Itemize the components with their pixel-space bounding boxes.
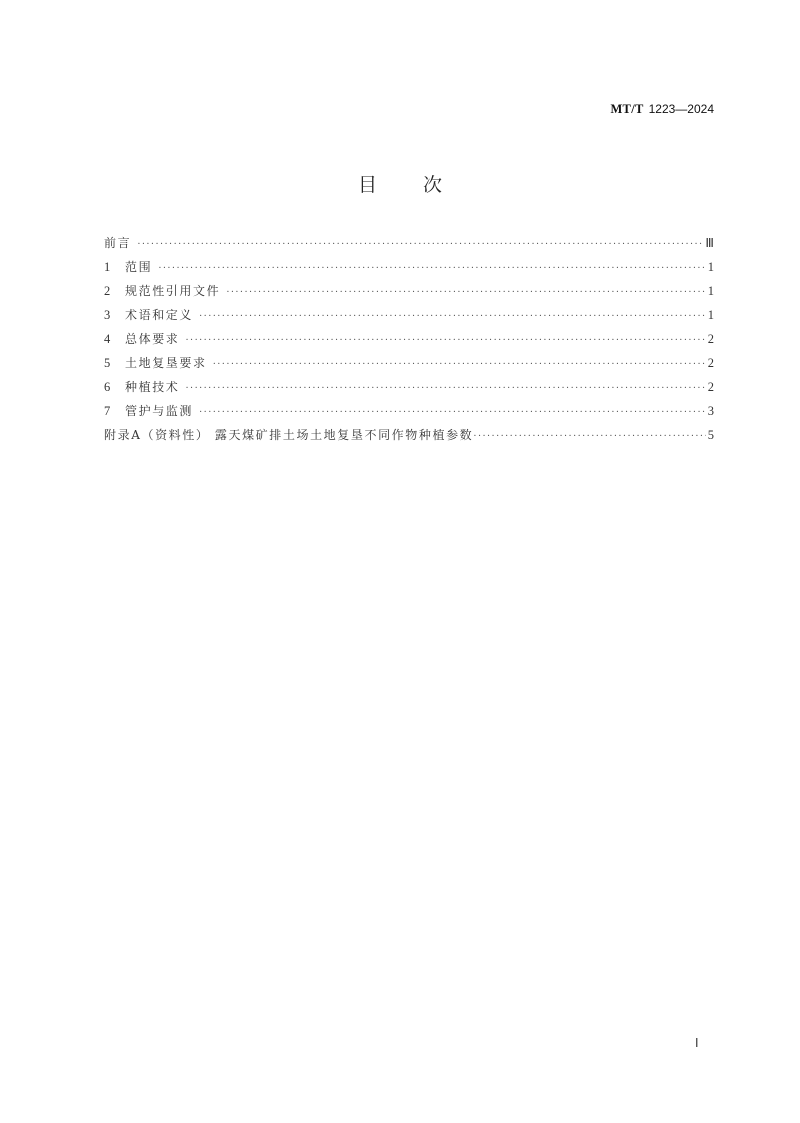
toc-number: 5: [104, 356, 111, 370]
toc-label: 前言: [104, 236, 132, 250]
toc-entry-appendix-a[interactable]: [104, 426, 714, 450]
toc-page: 3: [707, 404, 714, 418]
toc-number: 7: [104, 404, 111, 418]
toc-entry-6[interactable]: [104, 378, 714, 402]
title-char-1: 目: [357, 174, 377, 196]
toc-page: 2: [707, 380, 714, 394]
toc-entry-foreword[interactable]: [104, 234, 714, 258]
page-title: [0, 170, 800, 197]
dot-leader: [199, 311, 706, 322]
toc-page: 1: [707, 308, 714, 322]
toc-number: 3: [104, 308, 111, 322]
dot-leader: [473, 431, 705, 442]
toc-label: 附录A（资料性） 露天煤矿排土场土地复垦不同作物种植参数: [104, 428, 474, 442]
dot-leader: [213, 359, 706, 370]
toc-page: Ⅲ: [705, 236, 714, 250]
toc-number: 4: [104, 332, 111, 346]
dot-leader: [137, 239, 703, 250]
toc-page: 1: [707, 284, 714, 298]
dot-leader: [185, 335, 705, 346]
toc-entry-3[interactable]: [104, 306, 714, 330]
title-char-2: 次: [423, 174, 443, 196]
toc-label: 种植技术: [125, 380, 180, 394]
dot-leader: [199, 407, 706, 418]
toc-page: 2: [707, 332, 714, 346]
toc-label: 规范性引用文件: [125, 284, 221, 298]
toc-label: 土地复垦要求: [125, 356, 207, 370]
toc-entry-5[interactable]: [104, 354, 714, 378]
toc-entry-2[interactable]: [104, 282, 714, 306]
dot-leader: [185, 383, 705, 394]
dot-leader: [158, 263, 706, 274]
dot-leader: [226, 287, 706, 298]
toc-number: 1: [104, 260, 111, 274]
page-number: Ⅰ: [695, 1036, 699, 1050]
toc-page: 2: [707, 356, 714, 370]
toc-number: 6: [104, 380, 111, 394]
table-of-contents: [104, 234, 714, 450]
toc-label: 管护与监测: [125, 404, 194, 418]
toc-entry-7[interactable]: [104, 402, 714, 426]
standard-number: 1223—2024: [648, 102, 714, 116]
toc-page: 5: [707, 428, 714, 442]
toc-label: 总体要求: [125, 332, 180, 346]
toc-number: 2: [104, 284, 111, 298]
toc-label: 范围: [125, 260, 153, 274]
toc-entry-4[interactable]: [104, 330, 714, 354]
toc-entry-1[interactable]: [104, 258, 714, 282]
toc-page: 1: [707, 260, 714, 274]
standard-code: [610, 102, 714, 117]
standard-prefix: MT/T: [610, 102, 644, 116]
toc-label: 术语和定义: [125, 308, 194, 322]
